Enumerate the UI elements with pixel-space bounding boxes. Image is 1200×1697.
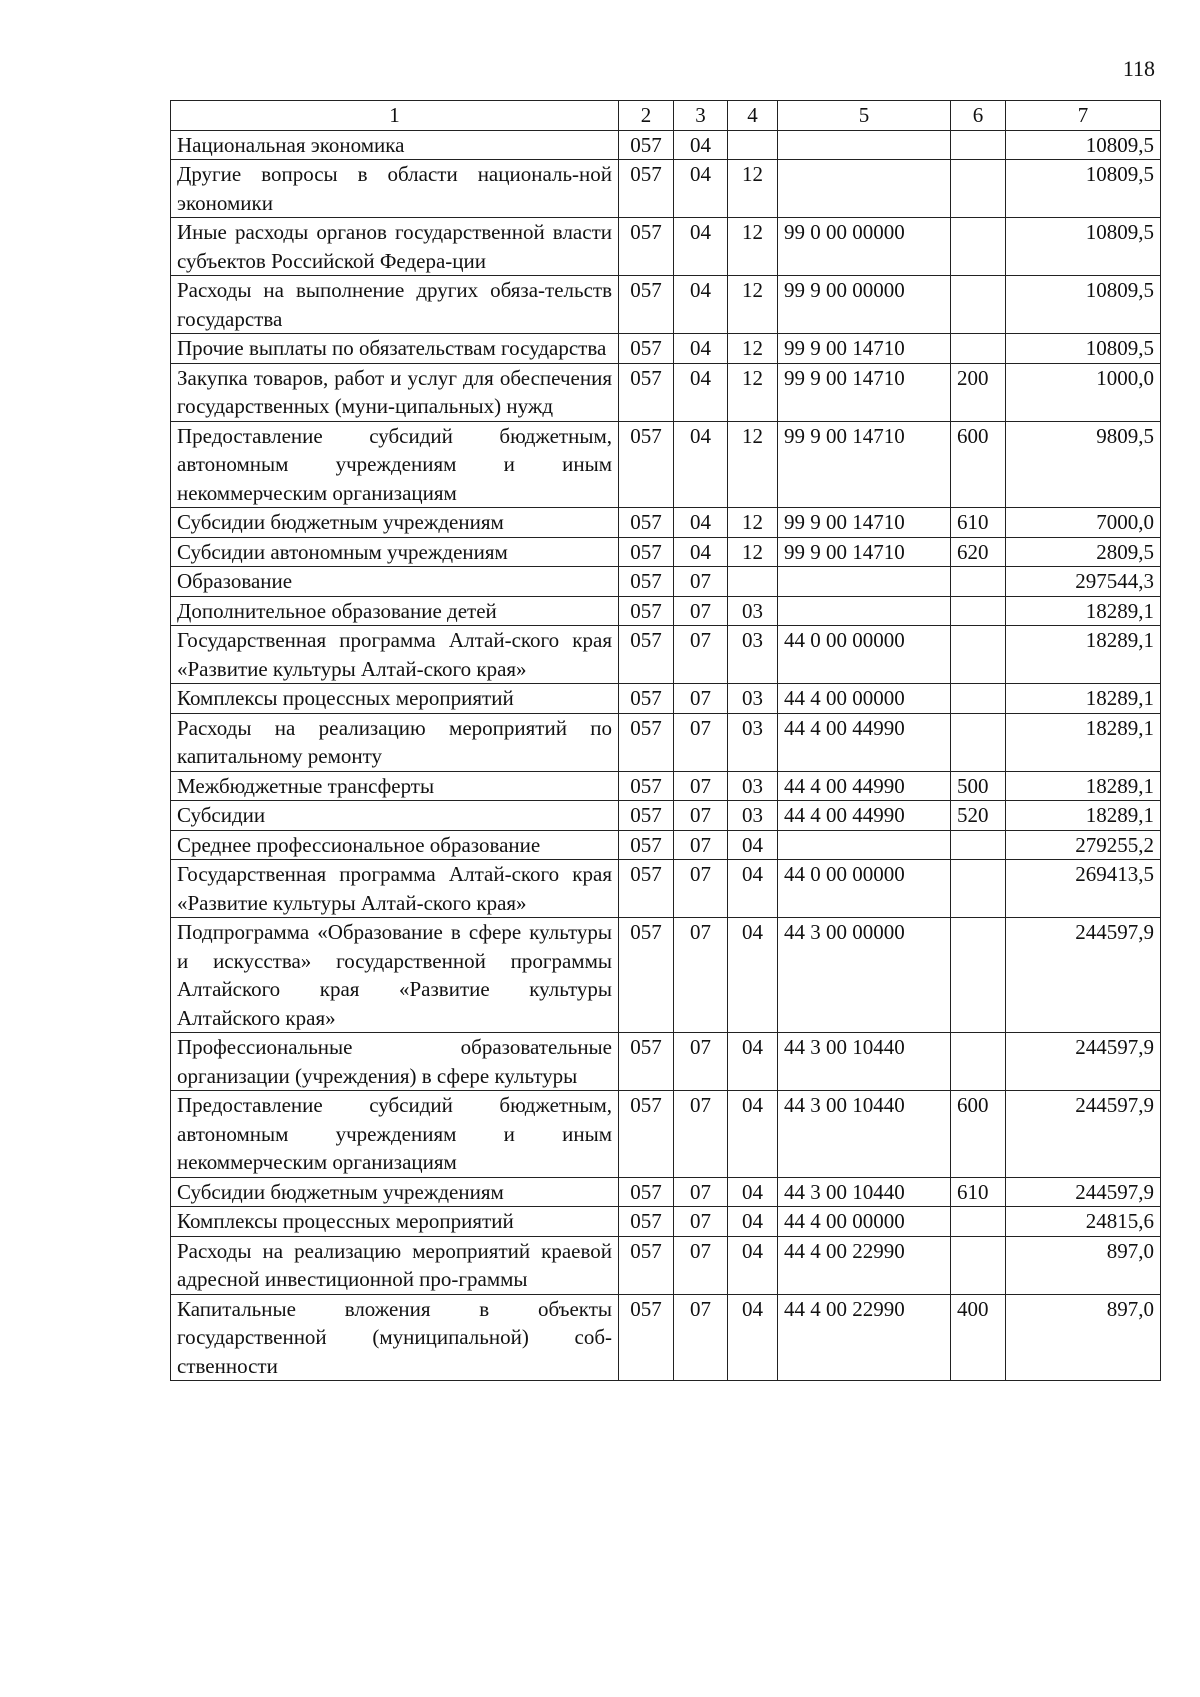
amount-cell: 279255,2 <box>1006 830 1161 860</box>
header-cell: 7 <box>1006 101 1161 131</box>
expense-name-cell: Расходы на выполнение других обяза-тельств государства <box>171 276 619 334</box>
table-row <box>171 1033 1161 1091</box>
table-row <box>171 537 1161 567</box>
target-article-cell: 44 4 00 22990 <box>778 1236 951 1294</box>
table-row <box>171 334 1161 364</box>
ministry-code-cell: 057 <box>619 1236 674 1294</box>
expense-name-cell: Субсидии <box>171 801 619 831</box>
ministry-code-cell: 057 <box>619 918 674 1033</box>
amount-cell: 10809,5 <box>1006 218 1161 276</box>
amount-cell: 10809,5 <box>1006 160 1161 218</box>
subsection-code-cell: 04 <box>728 830 778 860</box>
target-article-cell: 44 3 00 10440 <box>778 1091 951 1178</box>
header-cell: 6 <box>951 101 1006 131</box>
subsection-code-cell: 12 <box>728 537 778 567</box>
section-code-cell: 07 <box>674 596 728 626</box>
section-code-cell: 07 <box>674 684 728 714</box>
table-row <box>171 918 1161 1033</box>
amount-cell: 897,0 <box>1006 1294 1161 1381</box>
target-article-cell <box>778 830 951 860</box>
target-article-cell: 44 3 00 10440 <box>778 1033 951 1091</box>
expense-type-cell: 610 <box>951 1177 1006 1207</box>
subsection-code-cell: 04 <box>728 1294 778 1381</box>
subsection-code-cell: 03 <box>728 684 778 714</box>
table-body <box>171 101 1161 1381</box>
section-code-cell: 04 <box>674 508 728 538</box>
section-code-cell: 04 <box>674 160 728 218</box>
table-row <box>171 1294 1161 1381</box>
subsection-code-cell: 04 <box>728 1236 778 1294</box>
target-article-cell: 99 9 00 00000 <box>778 276 951 334</box>
expense-name-cell: Расходы на реализацию мероприятий краевой адресной инвестиционной про-граммы <box>171 1236 619 1294</box>
target-article-cell: 44 3 00 10440 <box>778 1177 951 1207</box>
expense-name-cell: Иные расходы органов государственной власти субъектов Российской Федера-ции <box>171 218 619 276</box>
section-code-cell: 04 <box>674 218 728 276</box>
ministry-code-cell: 057 <box>619 218 674 276</box>
subsection-code-cell: 12 <box>728 421 778 508</box>
target-article-cell: 99 0 00 00000 <box>778 218 951 276</box>
table-row <box>171 684 1161 714</box>
table-row <box>171 130 1161 160</box>
amount-cell: 10809,5 <box>1006 130 1161 160</box>
subsection-code-cell: 12 <box>728 508 778 538</box>
section-code-cell: 04 <box>674 276 728 334</box>
expense-name-cell: Предоставление субсидий бюджетным, автономным учреждениям и иным некоммерческим организациям <box>171 421 619 508</box>
expense-name-cell: Государственная программа Алтай-ского края «Развитие культуры Алтай-ского края» <box>171 626 619 684</box>
expense-name-cell: Комплексы процессных мероприятий <box>171 684 619 714</box>
expense-type-cell <box>951 276 1006 334</box>
target-article-cell: 44 4 00 00000 <box>778 684 951 714</box>
section-code-cell: 07 <box>674 1177 728 1207</box>
expense-type-cell <box>951 918 1006 1033</box>
expense-type-cell <box>951 626 1006 684</box>
ministry-code-cell: 057 <box>619 626 674 684</box>
section-code-cell: 07 <box>674 1294 728 1381</box>
table-row <box>171 160 1161 218</box>
amount-cell: 18289,1 <box>1006 771 1161 801</box>
section-code-cell: 07 <box>674 860 728 918</box>
target-article-cell: 99 9 00 14710 <box>778 363 951 421</box>
target-article-cell <box>778 130 951 160</box>
expense-type-cell <box>951 1207 1006 1237</box>
subsection-code-cell: 04 <box>728 1033 778 1091</box>
table-row <box>171 1177 1161 1207</box>
amount-cell: 10809,5 <box>1006 334 1161 364</box>
ministry-code-cell: 057 <box>619 421 674 508</box>
ministry-code-cell: 057 <box>619 713 674 771</box>
target-article-cell: 99 9 00 14710 <box>778 537 951 567</box>
header-cell: 2 <box>619 101 674 131</box>
subsection-code-cell: 03 <box>728 801 778 831</box>
ministry-code-cell: 057 <box>619 130 674 160</box>
table-row <box>171 596 1161 626</box>
section-code-cell: 07 <box>674 713 728 771</box>
expense-name-cell: Межбюджетные трансферты <box>171 771 619 801</box>
ministry-code-cell: 057 <box>619 771 674 801</box>
amount-cell: 18289,1 <box>1006 626 1161 684</box>
subsection-code-cell: 12 <box>728 363 778 421</box>
table-row <box>171 626 1161 684</box>
expense-type-cell <box>951 567 1006 597</box>
expense-name-cell: Дополнительное образование детей <box>171 596 619 626</box>
target-article-cell: 44 3 00 00000 <box>778 918 951 1033</box>
expense-type-cell: 400 <box>951 1294 1006 1381</box>
section-code-cell: 07 <box>674 1091 728 1178</box>
expense-type-cell: 610 <box>951 508 1006 538</box>
table-header-row <box>171 101 1161 131</box>
ministry-code-cell: 057 <box>619 860 674 918</box>
amount-cell: 2809,5 <box>1006 537 1161 567</box>
expense-name-cell: Комплексы процессных мероприятий <box>171 1207 619 1237</box>
expense-type-cell <box>951 596 1006 626</box>
table-row <box>171 1207 1161 1237</box>
expense-type-cell <box>951 160 1006 218</box>
subsection-code-cell: 12 <box>728 218 778 276</box>
table-row <box>171 860 1161 918</box>
expense-name-cell: Расходы на реализацию мероприятий по капитальному ремонту <box>171 713 619 771</box>
amount-cell: 18289,1 <box>1006 596 1161 626</box>
expense-type-cell <box>951 830 1006 860</box>
ministry-code-cell: 057 <box>619 1091 674 1178</box>
section-code-cell: 07 <box>674 626 728 684</box>
section-code-cell: 07 <box>674 1236 728 1294</box>
subsection-code-cell: 04 <box>728 860 778 918</box>
ministry-code-cell: 057 <box>619 537 674 567</box>
subsection-code-cell <box>728 567 778 597</box>
section-code-cell: 07 <box>674 801 728 831</box>
ministry-code-cell: 057 <box>619 801 674 831</box>
subsection-code-cell: 04 <box>728 1177 778 1207</box>
header-cell: 5 <box>778 101 951 131</box>
table-row <box>171 801 1161 831</box>
amount-cell: 18289,1 <box>1006 713 1161 771</box>
amount-cell: 9809,5 <box>1006 421 1161 508</box>
expense-type-cell: 620 <box>951 537 1006 567</box>
table-row <box>171 218 1161 276</box>
expense-type-cell: 200 <box>951 363 1006 421</box>
table-row <box>171 1091 1161 1178</box>
section-code-cell: 04 <box>674 537 728 567</box>
subsection-code-cell: 03 <box>728 626 778 684</box>
amount-cell: 244597,9 <box>1006 1033 1161 1091</box>
expense-type-cell <box>951 860 1006 918</box>
target-article-cell: 44 4 00 22990 <box>778 1294 951 1381</box>
subsection-code-cell: 03 <box>728 771 778 801</box>
expense-name-cell: Закупка товаров, работ и услуг для обеспечения государственных (муни-ципальных) нужд <box>171 363 619 421</box>
ministry-code-cell: 057 <box>619 1177 674 1207</box>
target-article-cell: 99 9 00 14710 <box>778 421 951 508</box>
target-article-cell: 44 4 00 44990 <box>778 801 951 831</box>
ministry-code-cell: 057 <box>619 160 674 218</box>
budget-table <box>170 100 1161 1381</box>
amount-cell: 10809,5 <box>1006 276 1161 334</box>
target-article-cell: 44 4 00 44990 <box>778 713 951 771</box>
section-code-cell: 04 <box>674 334 728 364</box>
ministry-code-cell: 057 <box>619 567 674 597</box>
expense-name-cell: Среднее профессиональное образование <box>171 830 619 860</box>
expense-name-cell: Капитальные вложения в объекты государственной (муниципальной) соб-ственности <box>171 1294 619 1381</box>
table-row <box>171 363 1161 421</box>
ministry-code-cell: 057 <box>619 276 674 334</box>
table-row <box>171 830 1161 860</box>
section-code-cell: 07 <box>674 771 728 801</box>
expense-name-cell: Предоставление субсидий бюджетным, автономным учреждениям и иным некоммерческим организациям <box>171 1091 619 1178</box>
amount-cell: 18289,1 <box>1006 684 1161 714</box>
expense-type-cell: 600 <box>951 1091 1006 1178</box>
expense-name-cell: Прочие выплаты по обязательствам государства <box>171 334 619 364</box>
expense-name-cell: Субсидии бюджетным учреждениям <box>171 1177 619 1207</box>
section-code-cell: 04 <box>674 421 728 508</box>
section-code-cell: 07 <box>674 918 728 1033</box>
target-article-cell: 44 4 00 00000 <box>778 1207 951 1237</box>
table-row <box>171 713 1161 771</box>
expense-name-cell: Государственная программа Алтай-ского края «Развитие культуры Алтай-ского края» <box>171 860 619 918</box>
ministry-code-cell: 057 <box>619 334 674 364</box>
expense-name-cell: Национальная экономика <box>171 130 619 160</box>
expense-name-cell: Профессиональные образовательные организации (учреждения) в сфере культуры <box>171 1033 619 1091</box>
amount-cell: 244597,9 <box>1006 1177 1161 1207</box>
target-article-cell <box>778 596 951 626</box>
subsection-code-cell: 04 <box>728 1091 778 1178</box>
expense-name-cell: Субсидии бюджетным учреждениям <box>171 508 619 538</box>
amount-cell: 24815,6 <box>1006 1207 1161 1237</box>
header-cell: 3 <box>674 101 728 131</box>
expense-type-cell: 500 <box>951 771 1006 801</box>
expense-type-cell <box>951 218 1006 276</box>
amount-cell: 244597,9 <box>1006 918 1161 1033</box>
table-row <box>171 276 1161 334</box>
amount-cell: 1000,0 <box>1006 363 1161 421</box>
target-article-cell: 44 4 00 44990 <box>778 771 951 801</box>
target-article-cell: 99 9 00 14710 <box>778 508 951 538</box>
expense-name-cell: Подпрограмма «Образование в сфере культуры и искусства» государственной программы Алтайского края «Развитие культуры Алтайского края» <box>171 918 619 1033</box>
page-number: 118 <box>1122 56 1155 81</box>
section-code-cell: 07 <box>674 1033 728 1091</box>
amount-cell: 7000,0 <box>1006 508 1161 538</box>
expense-type-cell <box>951 130 1006 160</box>
expense-type-cell: 600 <box>951 421 1006 508</box>
expense-type-cell: 520 <box>951 801 1006 831</box>
expense-name-cell: Образование <box>171 567 619 597</box>
subsection-code-cell: 04 <box>728 918 778 1033</box>
section-code-cell: 07 <box>674 830 728 860</box>
subsection-code-cell: 12 <box>728 334 778 364</box>
subsection-code-cell: 12 <box>728 160 778 218</box>
subsection-code-cell: 03 <box>728 596 778 626</box>
ministry-code-cell: 057 <box>619 1033 674 1091</box>
table-row <box>171 771 1161 801</box>
table-row <box>171 1236 1161 1294</box>
expense-name-cell: Субсидии автономным учреждениям <box>171 537 619 567</box>
target-article-cell: 99 9 00 14710 <box>778 334 951 364</box>
amount-cell: 18289,1 <box>1006 801 1161 831</box>
expense-type-cell <box>951 1033 1006 1091</box>
expense-type-cell <box>951 713 1006 771</box>
section-code-cell: 04 <box>674 363 728 421</box>
section-code-cell: 04 <box>674 130 728 160</box>
target-article-cell <box>778 567 951 597</box>
target-article-cell <box>778 160 951 218</box>
expense-type-cell <box>951 684 1006 714</box>
amount-cell: 269413,5 <box>1006 860 1161 918</box>
subsection-code-cell <box>728 130 778 160</box>
ministry-code-cell: 057 <box>619 363 674 421</box>
amount-cell: 297544,3 <box>1006 567 1161 597</box>
subsection-code-cell: 12 <box>728 276 778 334</box>
header-cell: 1 <box>171 101 619 131</box>
header-cell: 4 <box>728 101 778 131</box>
ministry-code-cell: 057 <box>619 508 674 538</box>
ministry-code-cell: 057 <box>619 1294 674 1381</box>
ministry-code-cell: 057 <box>619 596 674 626</box>
table-row <box>171 421 1161 508</box>
target-article-cell: 44 0 00 00000 <box>778 860 951 918</box>
expense-type-cell <box>951 334 1006 364</box>
section-code-cell: 07 <box>674 1207 728 1237</box>
section-code-cell: 07 <box>674 567 728 597</box>
target-article-cell: 44 0 00 00000 <box>778 626 951 684</box>
expense-type-cell <box>951 1236 1006 1294</box>
subsection-code-cell: 03 <box>728 713 778 771</box>
expense-name-cell: Другие вопросы в области националь-ной экономики <box>171 160 619 218</box>
ministry-code-cell: 057 <box>619 1207 674 1237</box>
amount-cell: 244597,9 <box>1006 1091 1161 1178</box>
subsection-code-cell: 04 <box>728 1207 778 1237</box>
table-row <box>171 508 1161 538</box>
ministry-code-cell: 057 <box>619 830 674 860</box>
ministry-code-cell: 057 <box>619 684 674 714</box>
amount-cell: 897,0 <box>1006 1236 1161 1294</box>
table-row <box>171 567 1161 597</box>
